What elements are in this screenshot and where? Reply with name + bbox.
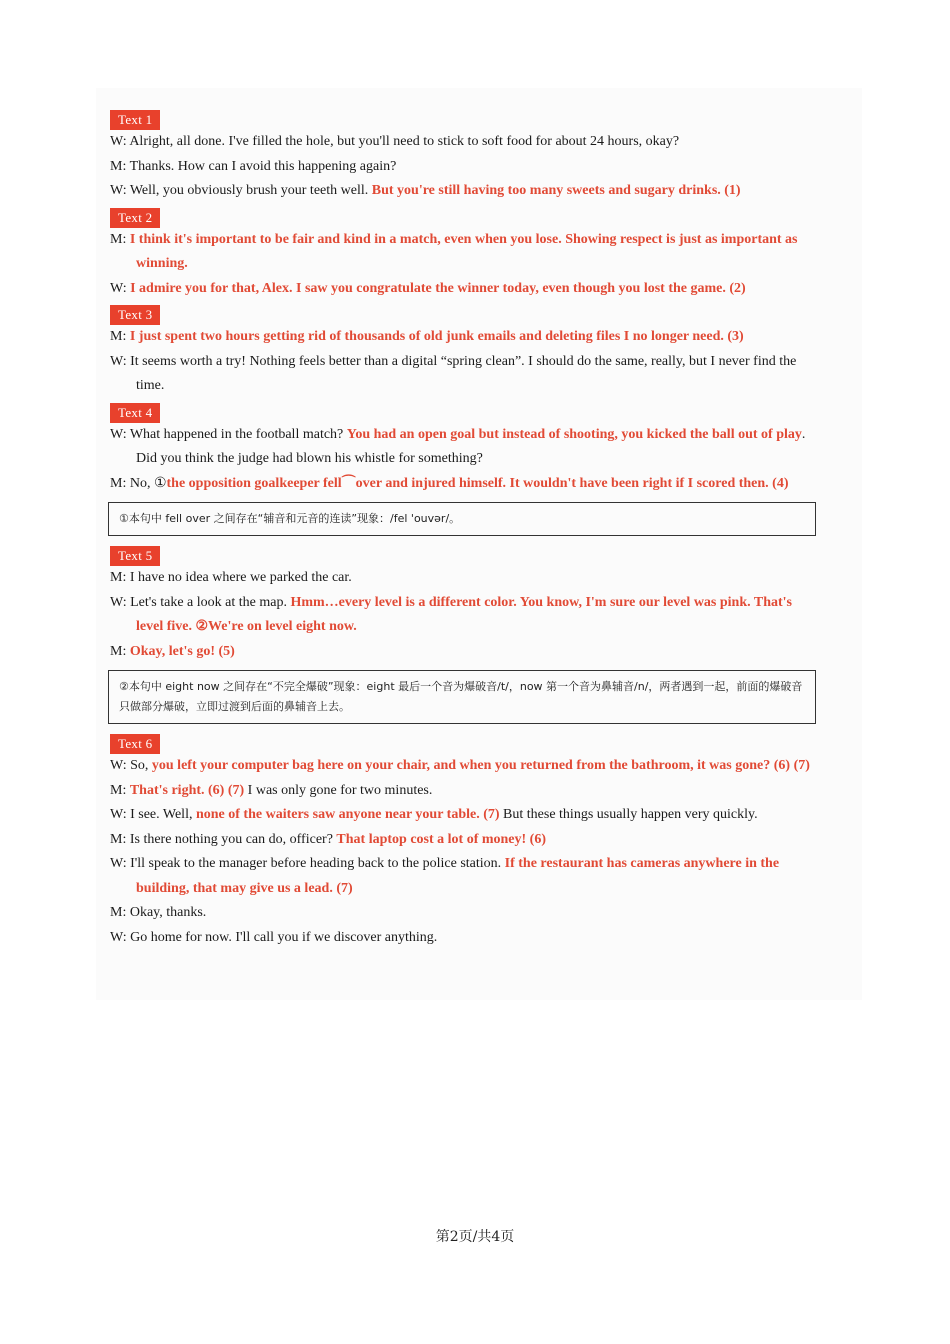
speaker-tag: M: <box>110 158 130 174</box>
dialogue-line <box>110 155 816 180</box>
dialogue-line <box>110 828 816 853</box>
dialogue-line <box>110 423 816 472</box>
answer-highlight: I admire you for that, Alex. I saw you congratulate the winner today, even though you lost the game. (2) <box>130 280 746 296</box>
dialogue-line <box>110 926 816 951</box>
speaker-tag: W: <box>110 353 131 369</box>
dialogue-text: No, ① <box>129 475 167 491</box>
dialogue-text: So, <box>130 758 152 773</box>
text-section <box>108 305 816 399</box>
dialogue-text: But these things usually happen very quickly. <box>499 807 758 822</box>
speaker-tag: W: <box>110 929 131 945</box>
dialogue-text: I'll speak to the manager before heading back to the police station. <box>130 856 505 871</box>
answer-highlight: You had an open goal but instead of shooting, you kicked the ball out of play <box>346 426 802 442</box>
speaker-tag: M: <box>110 570 130 585</box>
dialogue-text: I see. Well, <box>130 807 196 822</box>
speaker-tag: M: <box>110 905 130 920</box>
dialogue-text: What happened in the football match? <box>129 426 347 442</box>
text-section <box>108 403 816 537</box>
answer-highlight: But you're still having too many sweets and sugary drinks. (1) <box>371 183 741 198</box>
speaker-tag: W: <box>110 594 131 610</box>
dialogue-line <box>110 640 816 665</box>
dialogue-line <box>110 130 816 155</box>
dialogue-text: Go home for now. I'll call you if we discover anything. <box>130 929 438 945</box>
speaker-tag: M: <box>110 831 130 847</box>
dialogue-text: I was only gone for two minutes. <box>244 782 433 798</box>
dialogue-text: Okay, thanks. <box>129 905 207 920</box>
section-label: Text 3 <box>110 305 160 325</box>
dialogue-text: It seems worth a try! Nothing feels better than a digital “spring clean”. I should do the same, really, but I never find the time. <box>130 353 797 393</box>
dialogue-line <box>110 779 816 804</box>
dialogue-text: . Did you think the judge had blown his whistle for something? <box>136 426 806 466</box>
section-label: Text 4 <box>110 403 160 423</box>
answer-highlight: That's right. (6) (7) <box>129 782 245 798</box>
section-label: Text 1 <box>110 110 160 130</box>
speaker-tag: W: <box>110 134 130 149</box>
dialogue-text: I have no idea where we parked the car. <box>129 570 352 585</box>
speaker-tag: M: <box>110 643 130 659</box>
answer-highlight: you left your computer bag here on your chair, and when you returned from the bathroom, it was gone? (6) (7) <box>151 758 810 773</box>
answer-highlight: the opposition goalkeeper fell⌒over and injured himself. It wouldn't have been right if I scored then. (4) <box>166 475 789 491</box>
speaker-tag: W: <box>110 280 131 296</box>
dialogue-line <box>110 803 816 828</box>
speaker-tag: W: <box>110 856 131 871</box>
dialogue-line <box>110 901 816 926</box>
text-section <box>108 734 816 950</box>
speaker-tag: M: <box>110 782 130 798</box>
text-section <box>108 208 816 302</box>
dialogue-line <box>110 566 816 591</box>
speaker-tag: M: <box>110 231 130 247</box>
dialogue-text: Alright, all done. I've filled the hole, but you'll need to stick to soft food for about 24 hours, okay? <box>129 134 680 149</box>
dialogue-text: Let's take a look at the map. <box>130 594 291 610</box>
dialogue-text: Thanks. How can I avoid this happening again? <box>129 158 397 174</box>
phonetics-note-box: ①本句中 fell over 之间存在“辅音和元音的连读”现象：/fel 'ouvər/。 <box>108 502 816 536</box>
text-section <box>108 546 816 724</box>
answer-highlight: none of the waiters saw anyone near your table. (7) <box>195 807 500 822</box>
dialogue-line <box>110 852 816 901</box>
answer-highlight: If the restaurant has cameras anywhere in the building, that may give us a lead. (7) <box>136 856 780 896</box>
text-section <box>108 110 816 204</box>
answer-highlight: I just spent two hours getting rid of thousands of old junk emails and deleting files I no longer need. (3) <box>129 329 744 344</box>
dialogue-line <box>110 591 816 640</box>
dialogue-line <box>110 228 816 277</box>
dialogue-line <box>110 325 816 350</box>
dialogue-line <box>110 277 816 302</box>
document-content <box>108 110 816 954</box>
dialogue-line <box>110 350 816 399</box>
dialogue-line <box>110 754 816 779</box>
section-label: Text 5 <box>110 546 160 566</box>
dialogue-line <box>110 472 816 497</box>
phonetics-note-box: ②本句中 eight now 之间存在“不完全爆破”现象：eight 最后一个音为爆破音/t/，now 第一个音为鼻辅音/n/，两者遇到一起，前面的爆破音只做部分爆破，立即过渡到后面的鼻辅音上去。 <box>108 670 816 724</box>
speaker-tag: W: <box>110 758 131 773</box>
speaker-tag: W: <box>110 426 130 442</box>
page-footer: 第2页/共4页 <box>435 1229 515 1245</box>
answer-highlight: That laptop cost a lot of money! (6) <box>336 831 547 847</box>
answer-highlight: Hmm…every level is a different color. You know, I'm sure our level was pink. That's level five. ②We're on level eight now. <box>136 594 792 634</box>
answer-highlight: Okay, let's go! (5) <box>129 643 235 659</box>
section-label: Text 6 <box>110 734 160 754</box>
answer-highlight: I think it's important to be fair and kind in a match, even when you lose. Showing respect is just as important as winning. <box>129 231 798 271</box>
dialogue-text: Is there nothing you can do, officer? <box>129 831 337 847</box>
section-label: Text 2 <box>110 208 160 228</box>
dialogue-line <box>110 179 816 204</box>
speaker-tag: M: <box>110 475 130 491</box>
speaker-tag: W: <box>110 807 131 822</box>
speaker-tag: W: <box>110 183 130 198</box>
dialogue-text: Well, you obviously brush your teeth well. <box>129 183 372 198</box>
speaker-tag: M: <box>110 329 130 344</box>
